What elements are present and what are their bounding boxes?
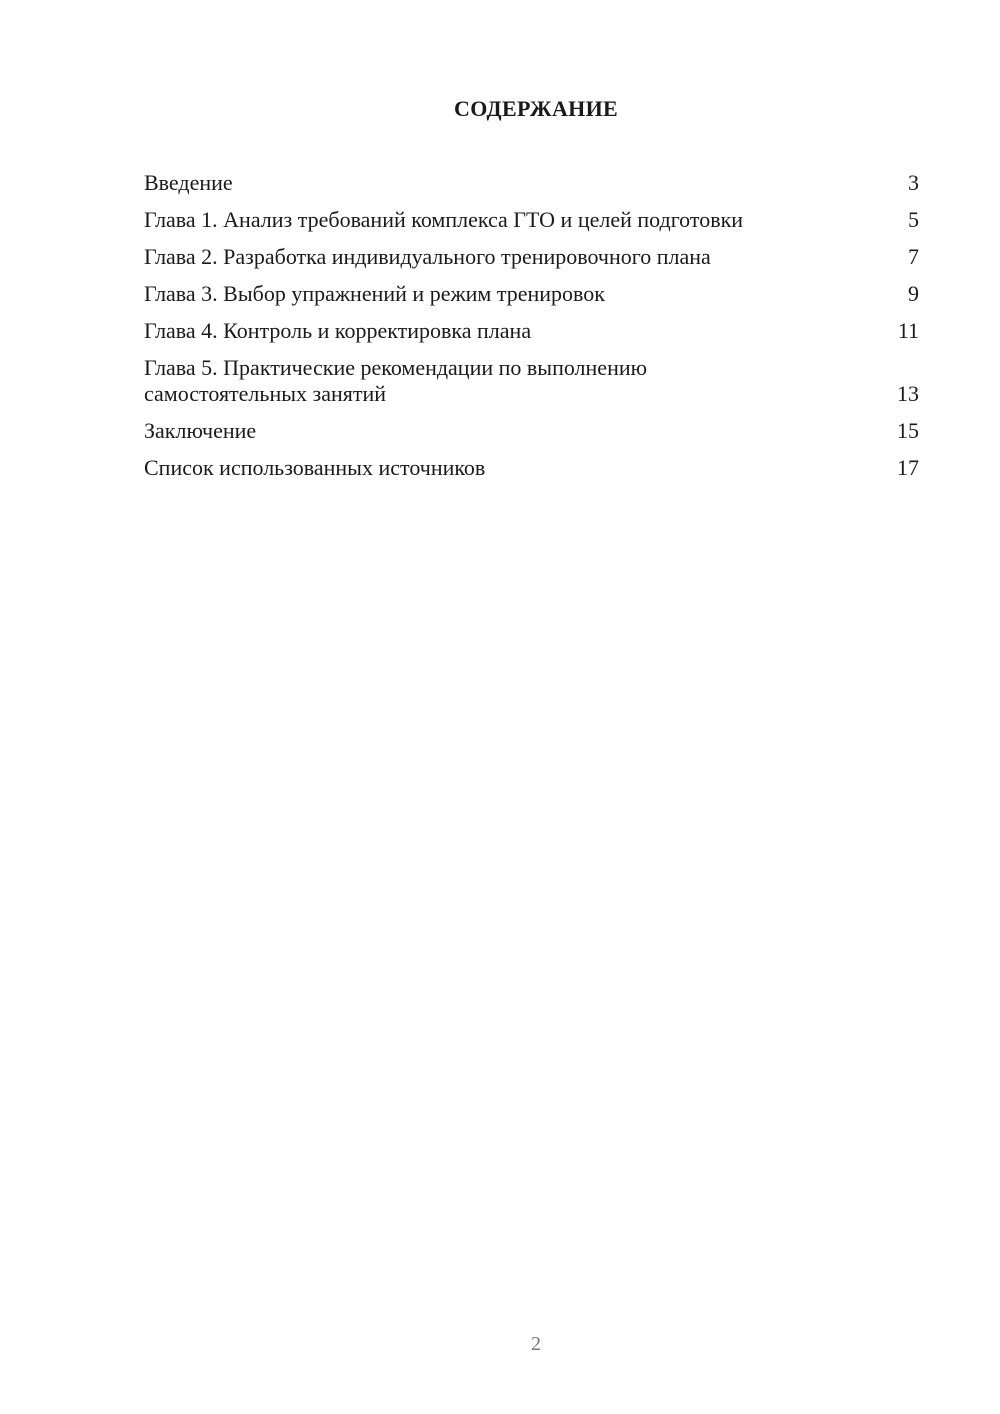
toc-title: СОДЕРЖАНИЕ xyxy=(454,96,618,121)
toc-entry-chapter-5[interactable] xyxy=(144,355,919,407)
toc-entry-references[interactable] xyxy=(144,455,919,481)
toc-entry-page: 7 xyxy=(908,244,919,269)
toc-entry-label: Заключение xyxy=(144,418,257,443)
toc-entry-page: 9 xyxy=(908,281,919,306)
toc-entry-label: Глава 5. Практические рекомендации по выполнению самостоятельных занятий xyxy=(144,355,648,406)
toc-entry-page: 17 xyxy=(897,455,919,480)
toc-entry-page: 3 xyxy=(908,170,919,195)
toc-entry-page: 5 xyxy=(908,207,919,232)
toc-entry-introduction[interactable] xyxy=(144,170,919,196)
toc-entry-label: Глава 1. Анализ требований комплекса ГТО и целей подготовки xyxy=(144,207,744,232)
toc-entry-label: Глава 4. Контроль и корректировка плана xyxy=(144,318,532,343)
toc-entry-chapter-1[interactable] xyxy=(144,207,919,233)
toc-entry-page: 13 xyxy=(897,381,919,406)
toc-entry-chapter-2[interactable] xyxy=(144,244,919,270)
toc-entry-conclusion[interactable] xyxy=(144,418,919,444)
toc-entry-chapter-4[interactable] xyxy=(144,318,919,344)
toc-list xyxy=(144,170,919,492)
toc-entry-label: Список использованных источников xyxy=(144,455,486,480)
toc-entry-chapter-3[interactable] xyxy=(144,281,919,307)
toc-entry-page: 11 xyxy=(897,318,919,343)
toc-entry-label: Введение xyxy=(144,170,233,195)
toc-entry-page: 15 xyxy=(897,418,919,443)
page-number: 2 xyxy=(531,1333,541,1355)
toc-entry-label: Глава 3. Выбор упражнений и режим тренировок xyxy=(144,281,605,306)
toc-entry-label: Глава 2. Разработка индивидуального тренировочного плана xyxy=(144,244,711,269)
